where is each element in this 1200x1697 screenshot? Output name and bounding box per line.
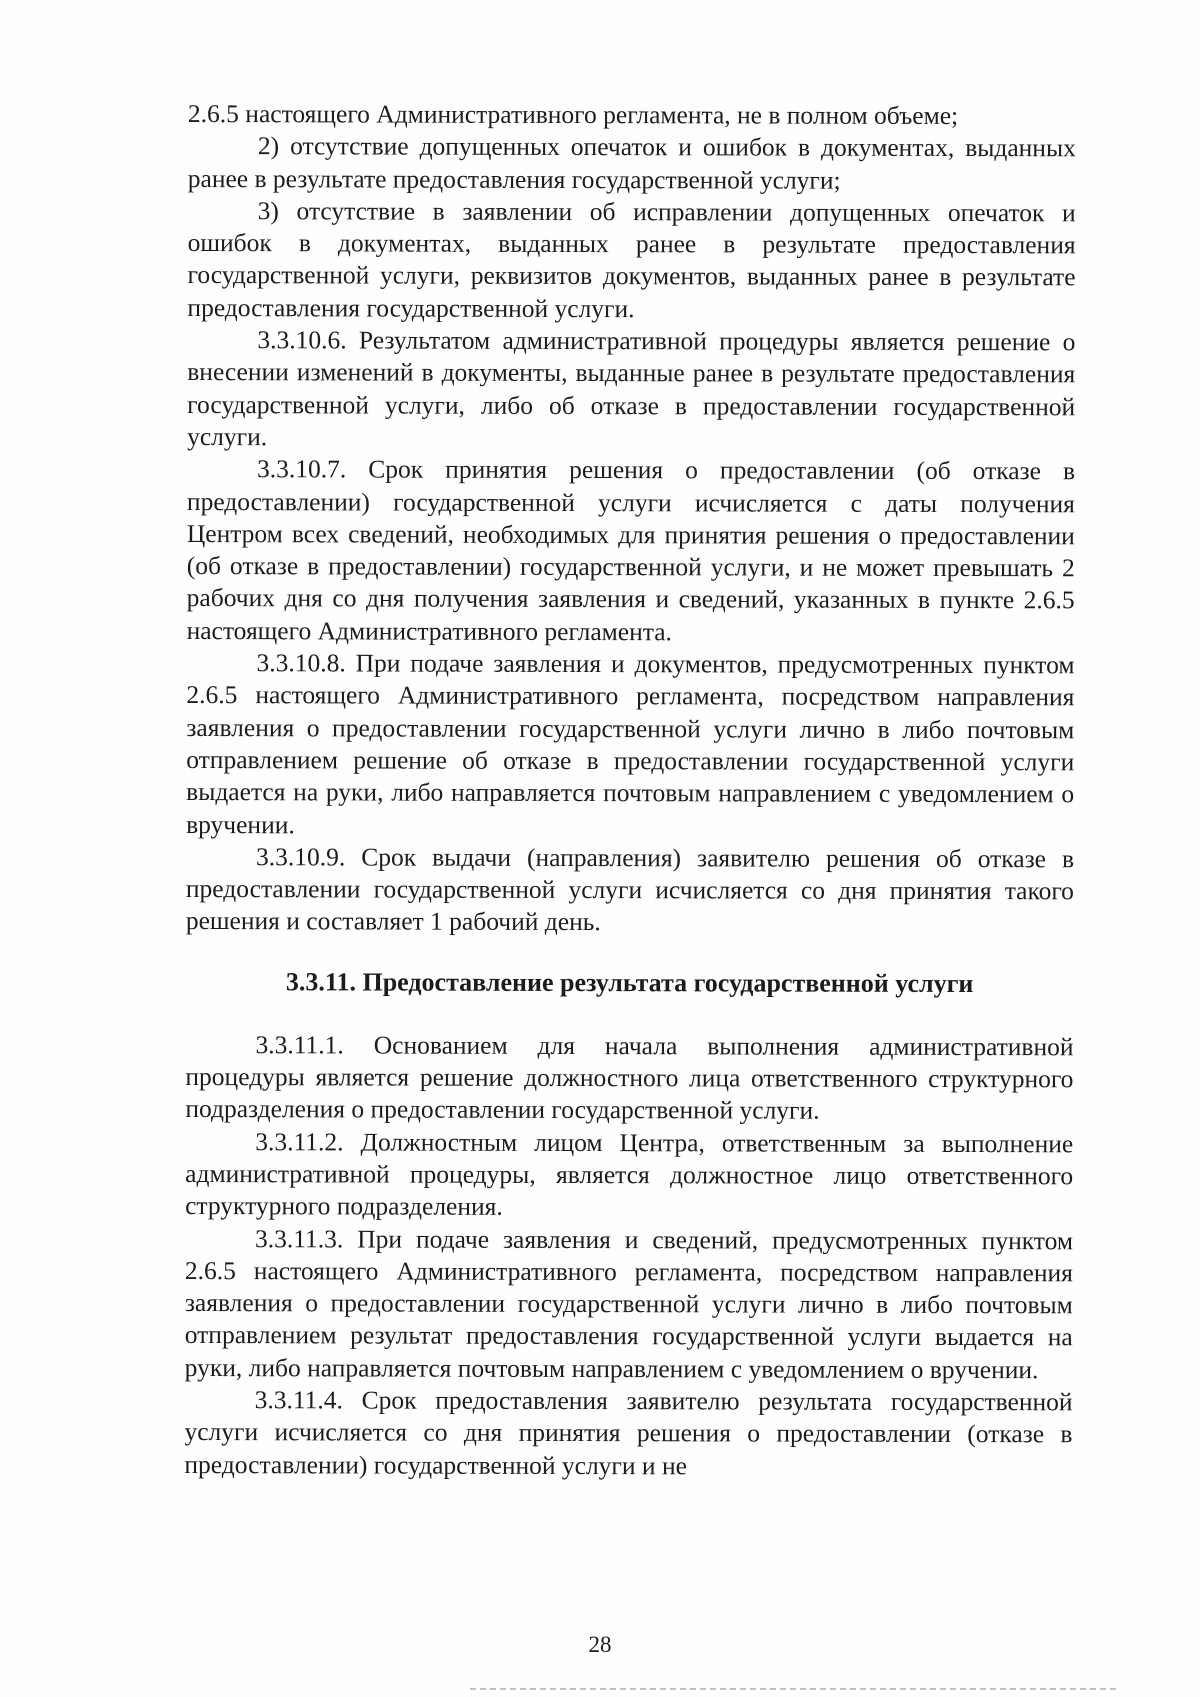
page-body (184, 98, 1076, 1483)
paragraph-3-3-10-7: 3.3.10.7. Срок принятия решения о предоставлении (об отказе в предоставлении) государственной услуги исчисляется с даты получения Центром всех сведений, необходимых для принятия решения о предоставлении (об отказе в предоставлении) государственной услуги, и не может превышать 2 рабочих дня со дня получения заявления и сведений, указанных в пункте 2.6.5 настоящего Административного регламента. (186, 454, 1076, 647)
paragraph: 3) отсутствие в заявлении об исправлении допущенных опечаток и ошибок в документах, выданных ранее в результате предоставления государственной услуги, реквизитов документов, выданных ранее в результате предоставления государственной услуги. (187, 196, 1076, 323)
paragraph: 2) отсутствие допущенных опечаток и ошибок в документах, выданных ранее в результате предоставления государственной услуги; (187, 131, 1076, 195)
paragraph-3-3-11-3: 3.3.11.3. При подаче заявления и сведений, предусмотренных пунктом 2.6.5 настоящего Административного регламента, посредством направления заявления о предоставлении государственной услуги лично в либо почтовым отправлением результат предоставления государственной услуги выдается на руки, либо направляется почтовым направлением с уведомлением о вручении. (184, 1223, 1074, 1384)
scan-edge-line (470, 1688, 1120, 1690)
paragraph-3-3-10-8: 3.3.10.8. При подаче заявления и документов, предусмотренных пунктом 2.6.5 настоящего Административного регламента, посредством направления заявления о предоставлении государственной услуги лично в либо почтовым отправлением решение об отказе в предоставлении государственной услуги выдается на руки, либо направляется почтовым направлением с уведомлением о вручении. (186, 648, 1075, 839)
section-heading: 3.3.11. Предоставление результата государственной услуги (285, 966, 974, 998)
paragraph-3-3-11-4: 3.3.11.4. Срок предоставления заявителю результата государственной услуги исчисляется со дня принятия решения о предоставлении (отказе в предоставлении) государственной услуги и не (184, 1385, 1073, 1480)
paragraph-3-3-11-2: 3.3.11.2. Должностным лицом Центра, ответственным за выполнение административной процедуры, является должностное лицо ответственного структурного подразделения. (185, 1126, 1074, 1222)
paragraph-3-3-11-1: 3.3.11.1. Основанием для начала выполнения административной процедуры является решение должностного лица ответственного структурного подразделения о предоставлении государственной услуги. (185, 1029, 1074, 1125)
page-number: 28 (588, 1632, 612, 1657)
paragraph-3-3-10-6: 3.3.10.6. Результатом административной процедуры является решение о внесении изменений в документы, выданные ранее в результате предоставления государственной услуги, либо об отказе в предоставлении государственной услуги. (187, 325, 1076, 452)
paragraph-continuation: 2.6.5 настоящего Административного регламента, не в полном объеме; (187, 99, 959, 131)
paragraph-3-3-10-9: 3.3.10.9. Срок выдачи (направления) заявителю решения об отказе в предоставлении государственной услуги исчисляется со дня принятия такого решения и составляет 1 рабочий день. (185, 842, 1075, 937)
